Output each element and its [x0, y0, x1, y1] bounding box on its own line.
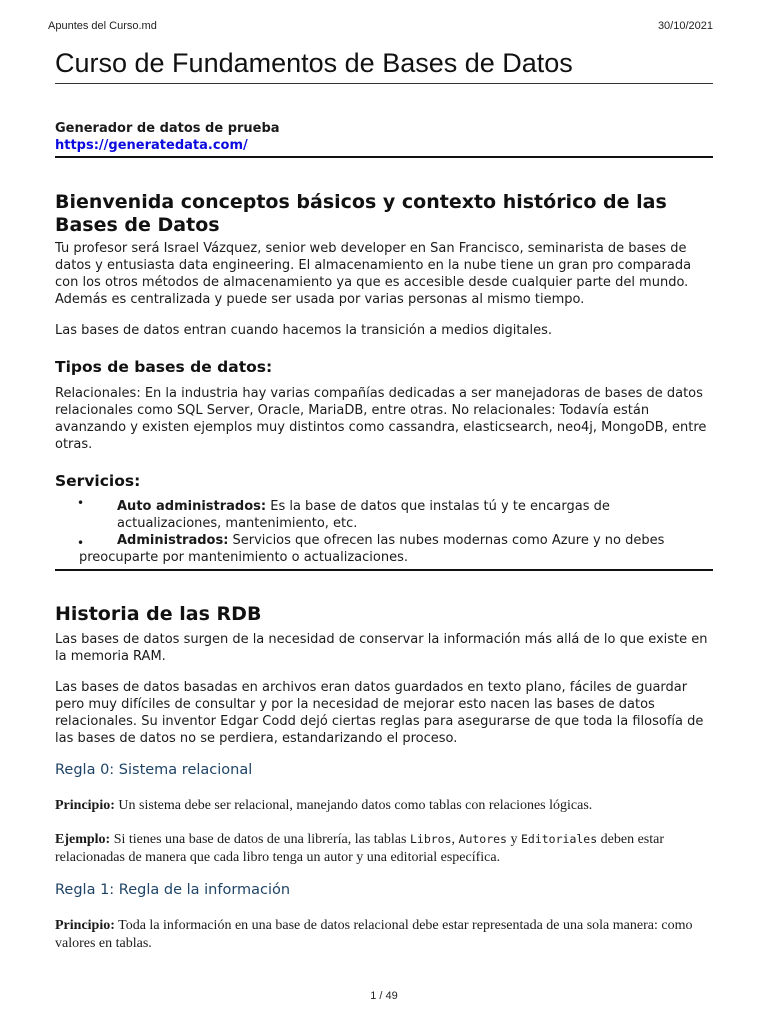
subheading-servicios: Servicios: — [55, 472, 141, 490]
section-historia — [55, 603, 713, 953]
service-text: Servicios que ofrecen las nubes modernas como Azure y no debes preocuparte por mantenimiento o actualizaciones. — [79, 533, 665, 565]
bullet-icon: • — [77, 496, 85, 510]
service-text: Es la base de datos que instalas tú y te encargas de actualizaciones, mantenimiento, etc. — [117, 499, 610, 531]
service-term: Auto administrados: — [117, 499, 267, 514]
document-body — [55, 48, 713, 953]
paragraph-tipos: Relacionales: En la industria hay varias compañías dedicadas a ser manejadoras de bases de datos relacionales como SQL Server, Oracle, MariaDB, entre otras. No relacionales: Todavía están avanzando y existen ejemplos muy distintos como cassandra, elasticsearch, neo4j, MongoDB, entre otras. — [55, 386, 707, 452]
principio-label: Principio: — [55, 798, 115, 813]
principio-text: Toda la información en una base de datos relacional debe estar representada de una sola manera: como valores en tablas. — [55, 918, 693, 951]
subheading-tipos: Tipos de bases de datos: — [55, 358, 273, 376]
separator: y — [506, 832, 521, 847]
page-number: 1 / 49 — [370, 990, 398, 1002]
code-libros: Libros — [409, 832, 452, 846]
ejemplo-text: Si tienes una base de datos de una librería, las tablas — [110, 832, 410, 847]
print-header — [48, 20, 713, 32]
generator-label: Generador de datos de prueba — [55, 121, 280, 136]
principio-text: Un sistema debe ser relacional, manejando datos como tablas con relaciones lógicas. — [114, 798, 593, 813]
code-autores: Autores — [458, 832, 507, 846]
paragraph-profesor: Tu profesor será Israel Vázquez, senior web developer en San Francisco, seminarista de bases de datos y entusiasta data engineering. El almacenamiento en la nube tiene un gran pro comparada con los otros métodos de almacenamiento ya que es accesible desde cualquier parte del mundo. Además es centralizada y puede ser usada por varias personas al mismo tiempo. — [55, 241, 692, 307]
paragraph-origen: Las bases de datos surgen de la necesidad de conservar la información más allá de lo que existe en la memoria RAM. — [55, 632, 708, 664]
principio-label: Principio: — [55, 918, 115, 933]
separator: , — [451, 832, 459, 847]
regla-0-ejemplo — [55, 830, 713, 867]
paragraph-transicion: Las bases de datos entran cuando hacemos la transición a medios digitales. — [55, 323, 553, 338]
section-bienvenida — [55, 191, 713, 571]
section-heading-historia: Historia de las RDB — [55, 603, 262, 625]
list-item — [55, 498, 713, 532]
document-title: Curso de Fundamentos de Bases de Datos — [55, 48, 713, 84]
regla-1-heading: Regla 1: Regla de la información — [55, 882, 291, 898]
regla-1-principio — [55, 917, 713, 953]
code-editoriales: Editoriales — [520, 832, 598, 846]
section-divider — [55, 569, 713, 571]
ejemplo-label: Ejemplo: — [55, 832, 111, 847]
regla-0-heading: Regla 0: Sistema relacional — [55, 762, 253, 778]
regla-0-principio — [55, 797, 713, 815]
section-heading-bienvenida: Bienvenida conceptos básicos y contexto histórico de las Bases de Datos — [55, 191, 667, 236]
service-term: Administrados: — [117, 533, 229, 548]
list-item — [55, 532, 713, 566]
generator-block — [55, 120, 713, 158]
services-list — [55, 498, 713, 566]
ejemplo-text-end: deben estar relacionadas de manera que cada libro tenga un autor y una editorial específica. — [55, 832, 665, 865]
generator-link[interactable]: https://generatedata.com/ — [55, 138, 248, 153]
header-filename: Apuntes del Curso.md — [48, 20, 157, 32]
header-date: 30/10/2021 — [657, 20, 713, 32]
paragraph-archivos: Las bases de datos basadas en archivos eran datos guardados en texto plano, fáciles de guardar pero muy difíciles de consultar y por la necesidad de mejorar esto nacen las bases de datos relacionales. Su inventor Edgar Codd dejó ciertas reglas para asegurarse de que toda la filosofía de las bases de datos no se perdiera, estandarizando el proceso. — [55, 680, 704, 746]
bullet-icon: • — [77, 536, 85, 550]
